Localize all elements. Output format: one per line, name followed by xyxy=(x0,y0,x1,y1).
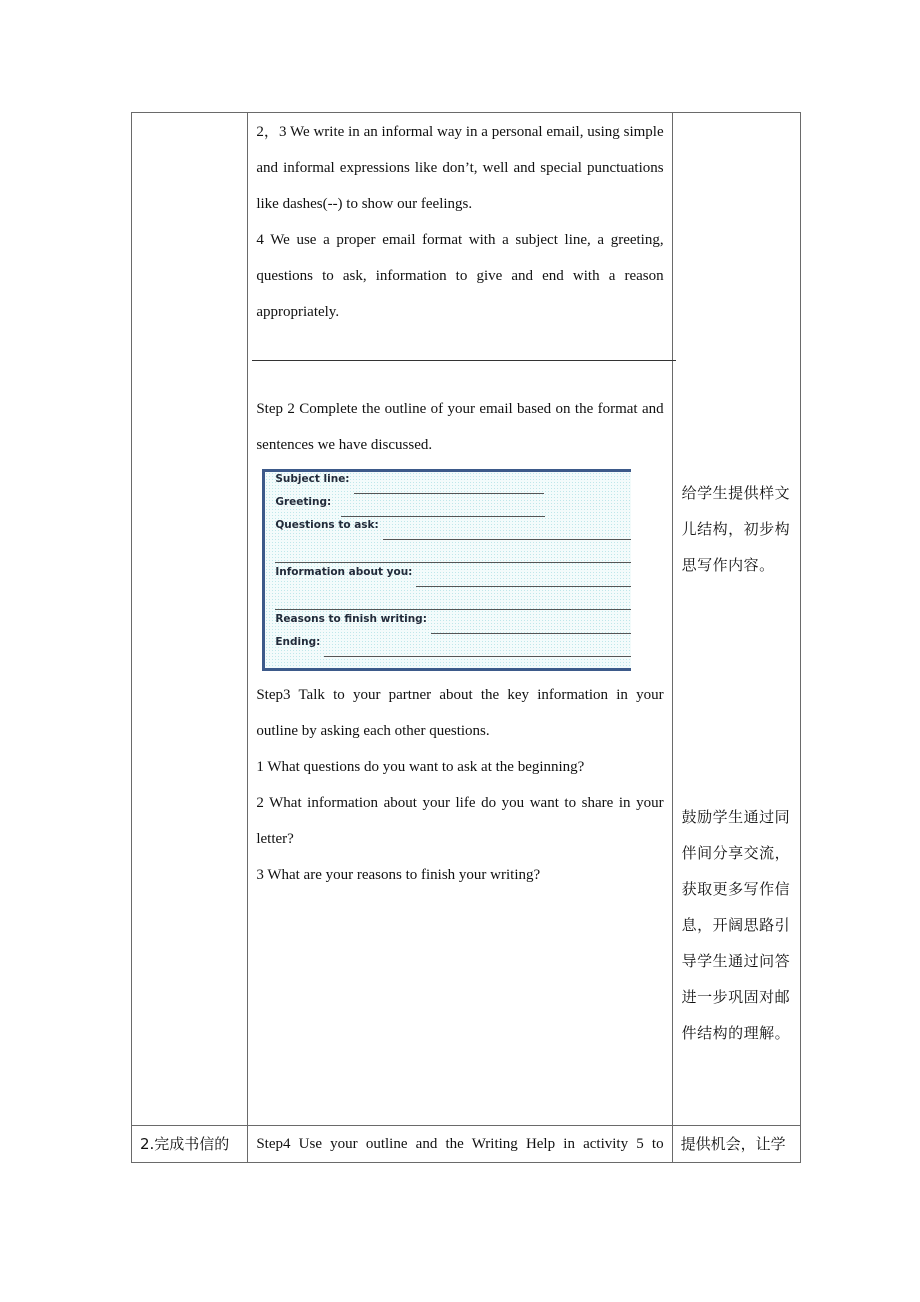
paragraph-point-2-3: 2，3 We write in an informal way in a personal email, using simple and informal expressions like don’t, well and special punctuations like dashes(--) to show our feelings. xyxy=(256,124,664,212)
horizontal-divider xyxy=(252,360,675,361)
step3-instruction: Step3 Talk to your partner about the key information in your outline by asking each other questions. xyxy=(256,687,664,739)
purpose-note-3: 提供机会，让学 xyxy=(680,1135,786,1153)
table-row xyxy=(132,1126,801,1163)
stage-label: 2.完成书信的 xyxy=(140,1135,230,1153)
outline-label: Questions to ask: xyxy=(275,519,379,531)
stage-cell xyxy=(132,113,248,1126)
stage-cell xyxy=(132,1126,248,1163)
blank-line xyxy=(383,538,632,540)
email-outline-figure xyxy=(262,469,631,671)
blank-line xyxy=(354,492,544,494)
outline-label: Subject line: xyxy=(275,473,350,485)
blank-line xyxy=(431,632,631,634)
activity-cell xyxy=(248,113,672,1126)
outline-information xyxy=(275,566,631,590)
blank-line xyxy=(416,585,631,587)
blank-line xyxy=(324,655,631,657)
outline-label: Greeting: xyxy=(275,496,332,508)
outline-label: Information about you: xyxy=(275,566,413,578)
question-2: 2 What information about your life do you want to share in your letter? xyxy=(256,795,664,847)
outline-questions xyxy=(275,519,631,543)
question-1: 1 What questions do you want to ask at the beginning? xyxy=(256,759,585,775)
table-row xyxy=(132,113,801,1126)
lesson-plan-table xyxy=(131,112,801,1163)
outline-label: Ending: xyxy=(275,636,321,648)
purpose-note-2: 鼓励学生通过同伴间分享交流，获取更多写作信息，开阔思路引导学生通过问答进一步巩固对邮件结构的理解。 xyxy=(681,808,791,1042)
outline-reasons xyxy=(275,613,631,637)
step2-instruction: Step 2 Complete the outline of your email based on the format and sentences we have discussed. xyxy=(256,401,664,453)
activity-cell xyxy=(248,1126,672,1163)
paragraph-point-4: 4 We use a proper email format with a subject line, a greeting, questions to ask, information to give and end with a reason appropriately. xyxy=(256,232,664,320)
purpose-note-1: 给学生提供样文儿结构，初步构思写作内容。 xyxy=(681,484,791,574)
question-3: 3 What are your reasons to finish your writing? xyxy=(256,867,541,883)
outline-label: Reasons to finish writing: xyxy=(275,613,427,625)
step4-instruction: Step4 Use your outline and the Writing Help in activity 5 to xyxy=(256,1136,664,1152)
outline-ending xyxy=(275,636,631,660)
purpose-cell xyxy=(672,113,800,1126)
activity-content xyxy=(248,113,671,893)
purpose-cell xyxy=(672,1126,800,1163)
